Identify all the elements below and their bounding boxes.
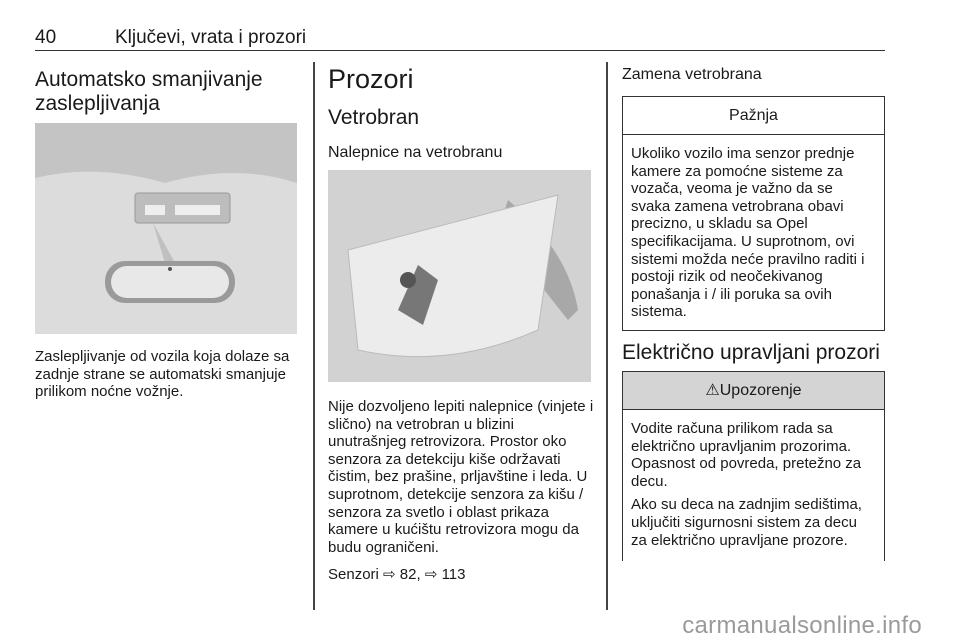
section-heading-dimming: Automatsko smanjivanje zaslepljivanja (35, 68, 263, 115)
column-divider (606, 62, 608, 610)
arrow-right-icon: ⇨ (383, 566, 396, 583)
page-link-113[interactable]: 113 (441, 566, 466, 583)
page-header (35, 27, 885, 51)
rearview-mirror-image (35, 123, 297, 334)
sensors-reference (328, 566, 465, 584)
caution-box (622, 96, 885, 331)
subheading-windshield: Vetrobran (328, 106, 420, 129)
column-divider (313, 62, 315, 610)
windshield-sensor-image (328, 170, 591, 382)
caution-title: Pažnja (623, 97, 884, 135)
arrow-right-icon: ⇨ (424, 566, 438, 583)
page-number: 40 (35, 27, 57, 48)
caution-text: Ukoliko vozilo ima senzor prednje kamere za pomoćne sisteme za vozača, veoma je važno da se svaka zamena vetrobrana obavi precizno, u skladu sa Opel specifikacijama. U suprotnom, ovi sistemi možda neće pravilno raditi i postoji rizik od neočekivanog ponašanja i / ili poruka sa ovih sistema. (631, 145, 865, 321)
warning-text-1: Vodite računa prilikom rada sa električno upravljanim prozorima. Opasnost od povreda, pretežno za decu. (631, 420, 862, 490)
section-heading-windows: Prozori (328, 64, 414, 94)
ref-label: Senzori (328, 566, 379, 583)
warning-text-2: Ako su deca na zadnjim sedištima, uključiti sigurnosni sistem za decu za električno upravljane prozore. (631, 496, 862, 549)
subsubheading-stickers: Nalepnice na vetrobranu (328, 144, 503, 161)
warning-header (623, 372, 884, 410)
warning-title: Upozorenje (719, 382, 802, 399)
page-link-82[interactable]: 82, (399, 566, 421, 583)
warning-triangle-icon: ⚠ (705, 382, 720, 399)
warning-box (622, 371, 885, 561)
dimming-text: Zaslepljivanje od vozila koja dolaze sa zadnje strane se automatski smanjuje prilikom noćne vožnje. (35, 348, 290, 401)
chapter-title: Ključevi, vrata i prozori (115, 27, 307, 48)
section-heading-power-windows: Električno upravljani prozori (622, 341, 880, 364)
stickers-text: Nije dozvoljeno lepiti nalepnice (vinjete i slično) na vetrobran u blizini unutrašnjeg retrovizora. Prostor oko senzora za detekciju kiše održavati čistim, bez prašine, prljavštine i leda. U suprotnom, detekcije senzora za kišu / senzora za svetlo i oblast prikaza kamere u kućištu retrovizora mogu da budu ograničeni. (328, 398, 594, 556)
watermark: carmanualsonline.info (682, 612, 922, 639)
subheading-windshield-replacement: Zamena vetrobrana (622, 66, 762, 83)
